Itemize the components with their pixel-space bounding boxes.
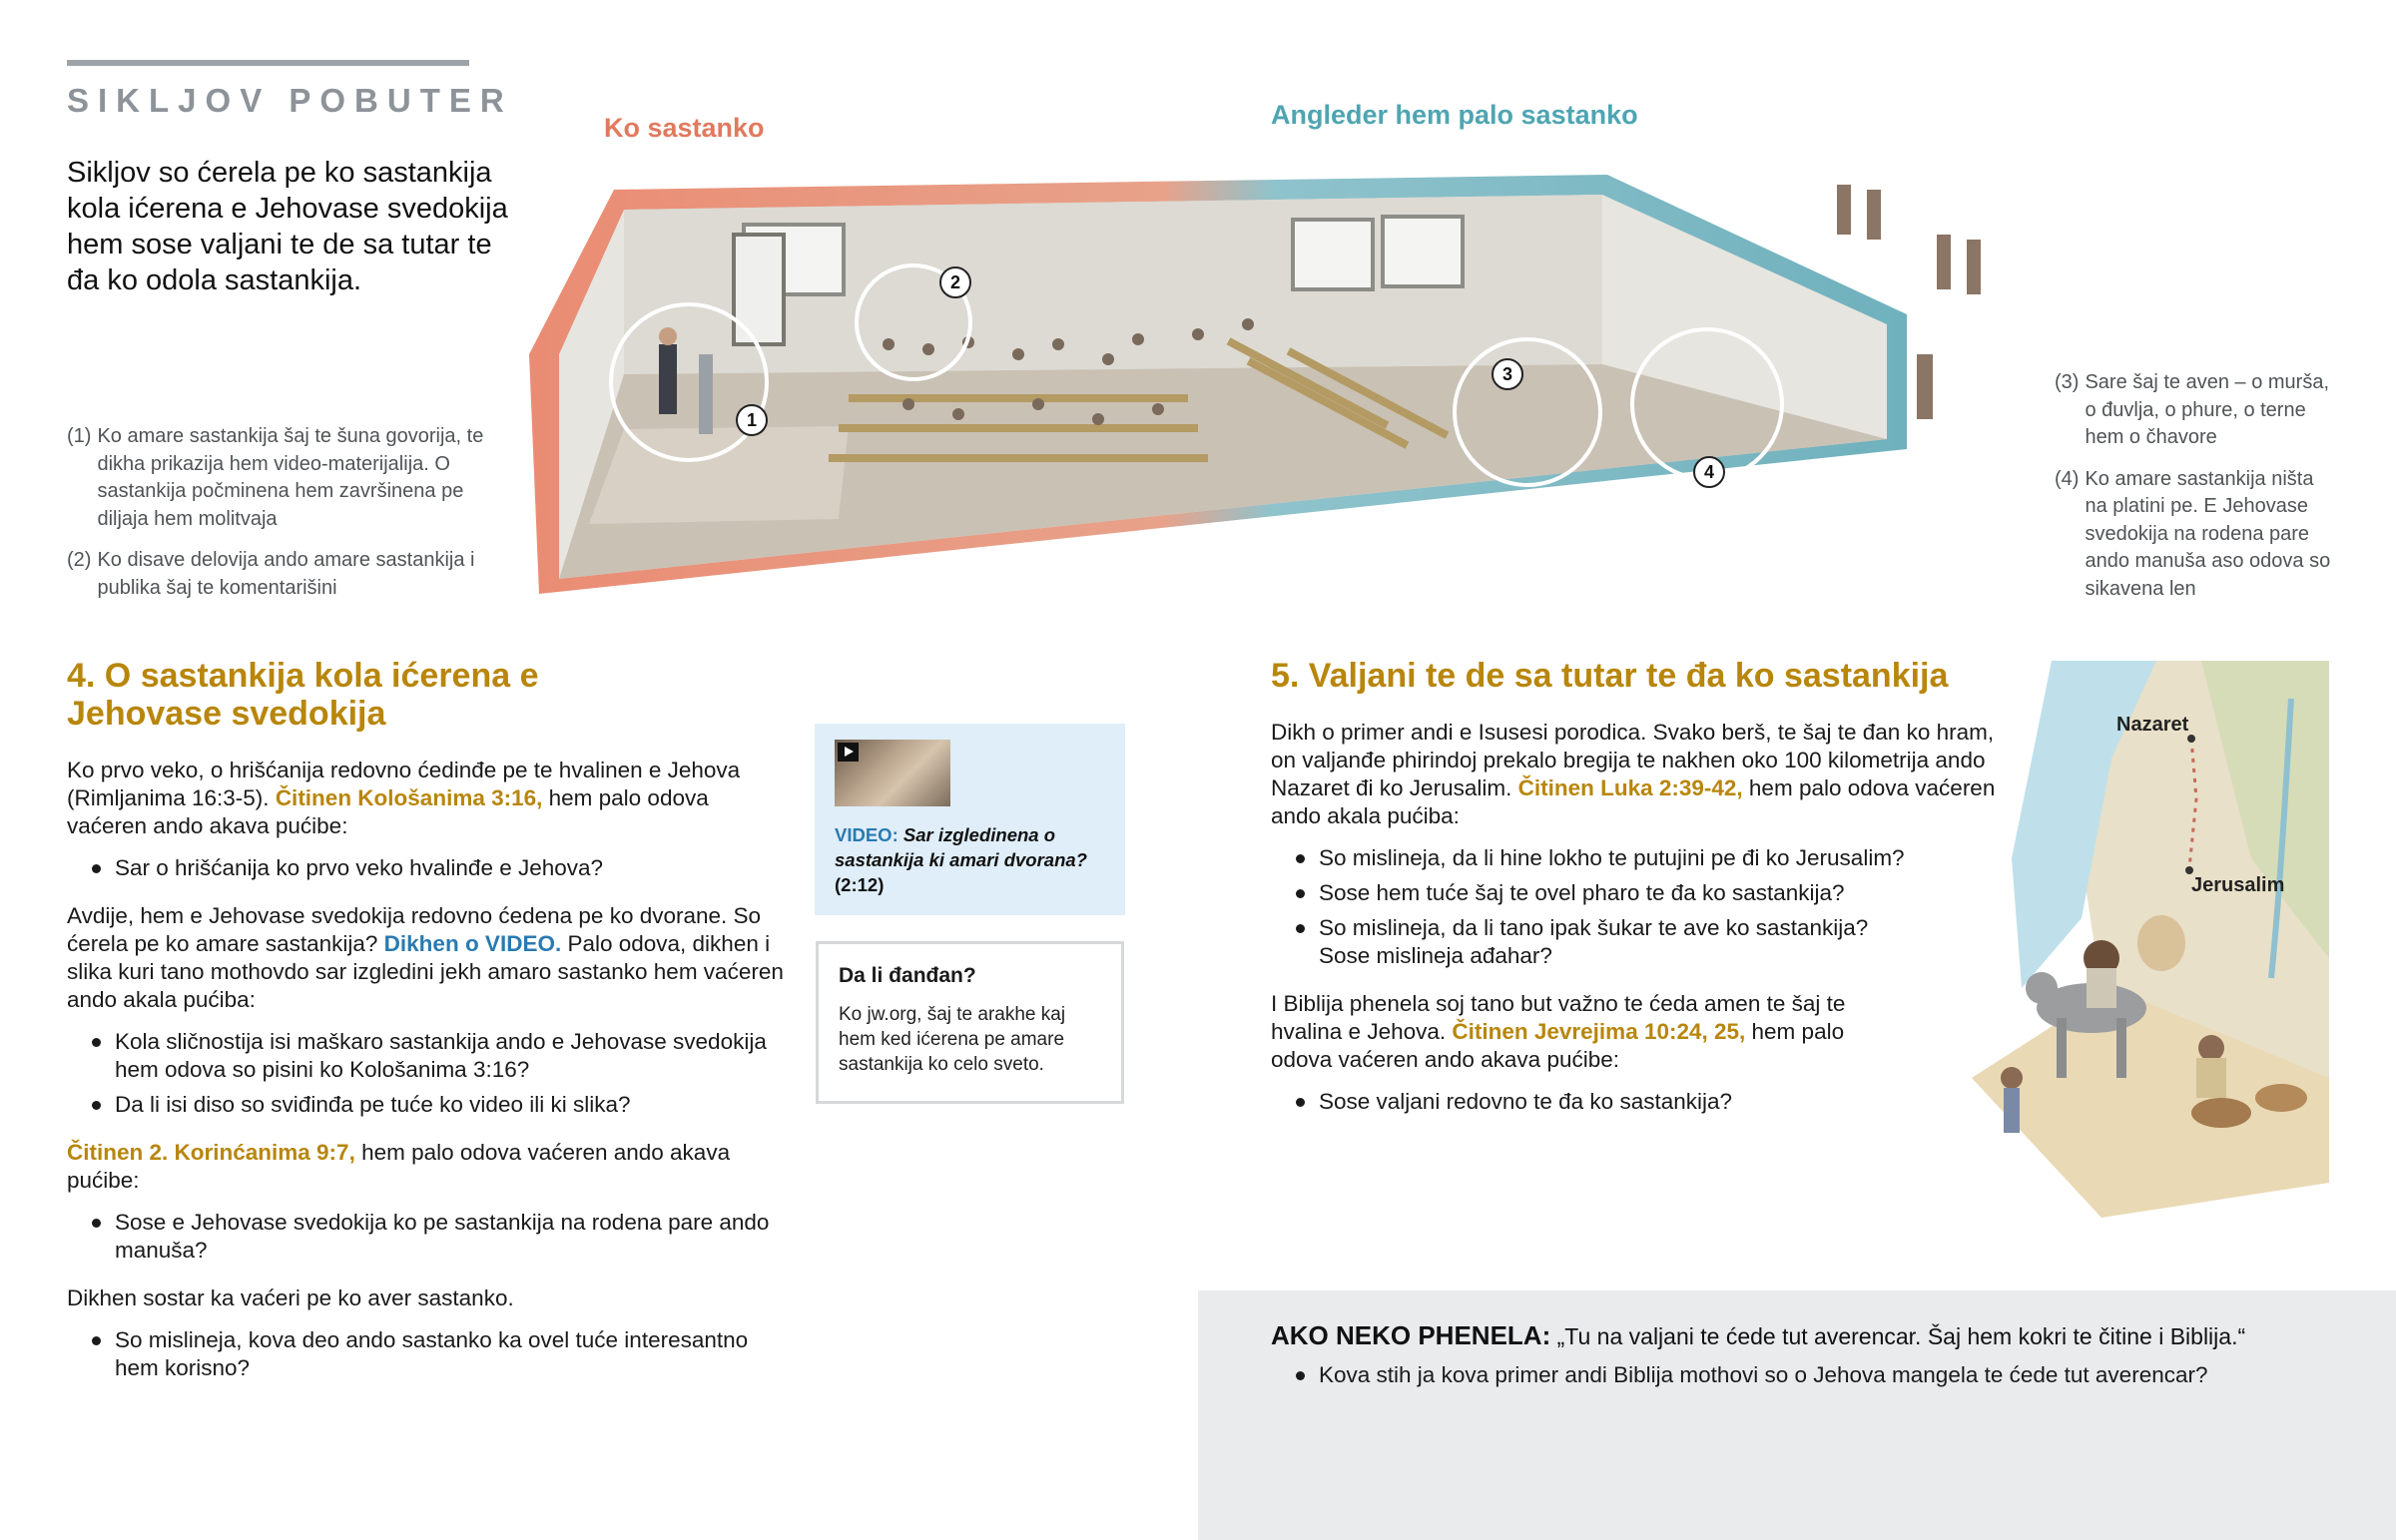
video-thumbnail[interactable] [835, 740, 950, 806]
header-kicker: SIKLJOV POBUTER [67, 82, 513, 119]
s5-p1-scripture-link[interactable]: Čitinen Luka 2:39-42, [1517, 775, 1743, 800]
note-1 [67, 423, 486, 533]
s4-bullets-1 [67, 854, 786, 882]
objection-body [1271, 1361, 2369, 1409]
jerusalim-dot [2185, 866, 2193, 874]
s4-question: Sar o hrišćanija ko prvo veko hvalinđe e Jehova? [67, 854, 786, 882]
video-title: Sar izgledinena o sastankija ki amari dvorana? [835, 824, 1087, 870]
note-2-num: (2) [67, 549, 92, 571]
section-4-title: 4. O sastankija kola ićerena e Jehovase svedokija [67, 657, 539, 733]
note-3-text: Sare šaj te aven – o murša, o đuvlja, o phure, o terne hem o čhavore [2085, 371, 2330, 448]
s5-bullets-1 [1271, 844, 2010, 970]
s4-question: Kola sličnostija isi maškaro sastankija ando e Jehovase svedokija hem odova so pisini ko Kološanima 3:16? [67, 1028, 786, 1084]
marker-2-label: 2 [949, 272, 961, 292]
objection-heading [1271, 1317, 2245, 1354]
s5-paragraph-2 [1271, 990, 1890, 1074]
label-ko-sastanko: Ko sastanko [604, 113, 765, 143]
s4-p1-text: Ko prvo veko, o hrišćanija redovno ćedinđe pe te hvalinen e Jehova (Rimljanima 16:3-5). [67, 758, 741, 810]
map-label-nazaret: Nazaret [2116, 714, 2189, 736]
note-4-num: (4) [2055, 467, 2080, 490]
s5-p2-text: I Biblija phenela soj tano but važno te ćeda amen te šaj te hvalina e Jehova. [1271, 991, 1846, 1044]
s4-paragraph-4: Dikhen sostar ka vaćeri pe ko aver sastanko. [67, 1285, 514, 1310]
map-label-jerusalim: Jerusalim [2191, 874, 2285, 896]
note-2 [67, 547, 486, 602]
note-3 [2055, 369, 2334, 452]
marker-1-label: 1 [746, 410, 758, 430]
did-you-know-title: Da li đanđan? [839, 964, 976, 987]
section-4-body [67, 757, 786, 1402]
s4-paragraph-3 [67, 1139, 786, 1195]
s5-question: Sose hem tuće šaj te ovel pharo te đa ko sastankija? [1271, 879, 2010, 907]
note-4-text: Ko amare sastankija ništa na platini pe. E Jehovase svedokija na rodena pare ando manuša aso odova so sikavena len [2085, 467, 2331, 600]
note-4 [2055, 466, 2334, 604]
s4-p2-text: Avdije, hem e Jehovase svedokija redovno ćedena pe ko dvorane. So ćerela pe ko amare sastankija? [67, 903, 762, 956]
did-you-know-box [816, 941, 1124, 1104]
did-you-know-text: Ko jw.org, šaj te arakhe kaj hem ked ićerena pe amare sastankija ko celo sveto. [839, 1004, 1066, 1075]
video-link[interactable]: Dikhen o VIDEO. [383, 931, 562, 956]
objection-bullets [1271, 1361, 2369, 1389]
s4-p3-scripture-link[interactable]: Čitinen 2. Korinćanima 9:7, [67, 1140, 355, 1165]
video-caption [835, 822, 1105, 897]
video-box[interactable] [815, 724, 1125, 915]
s4-p2-text-after: Palo odova, dikhen i slika kuri tano mothovdo sar izgledini jekh amaro sastanko hem vaćeren ando akala pućiba: [67, 931, 784, 1012]
s4-bullets-4 [67, 1326, 786, 1382]
s4-paragraph-1 [67, 757, 786, 840]
s4-p1-text-after: hem palo odova vaćeren ando akava pućibe: [67, 785, 709, 838]
objection-lead: AKO NEKO PHENELA: [1271, 1320, 1551, 1350]
play-icon[interactable] [838, 743, 859, 762]
s4-bullets-3 [67, 1209, 786, 1265]
objection-question: Kova stih ja kova primer andi Biblija mothovi so o Jehova mangela te ćede tut averencar? [1271, 1361, 2369, 1389]
section-5-title: 5. Valjani te de sa tutar te đa ko sastankija [1271, 657, 1949, 695]
notes-right [2055, 369, 2334, 617]
s5-paragraph-1 [1271, 719, 2010, 830]
objection-quote: „Tu na valjani te ćede tut averencar. Šaj hem kokri te čitine i Biblija.“ [1550, 1323, 2246, 1349]
label-angleder: Angleder hem palo sastanko [1271, 100, 1638, 130]
note-1-num: (1) [67, 425, 92, 447]
s4-p3-text-after: hem palo odova vaćeren ando akava pućibe: [67, 1140, 731, 1193]
note-2-text: Ko disave delovija ando amare sastankija i publika šaj te komentarišini [97, 549, 475, 599]
nazaret-dot [2187, 735, 2195, 743]
header-rule [67, 60, 469, 66]
kingdom-hall-illustration [519, 165, 2047, 604]
s5-question: So mislineja, da li hine lokho te putujini pe đi ko Jerusalim? [1271, 844, 2010, 872]
s5-p2-text-after: hem palo odova vaćeren ando akava pućibe: [1271, 1019, 1845, 1072]
section-5-body [1271, 719, 2010, 1136]
s5-p1-text-after: hem palo odova vaćeren ando akala pućiba: [1271, 775, 1996, 828]
s4-bullets-2 [67, 1028, 786, 1119]
s5-p1-text: Dikh o primer andi e Isusesi porodica. Svako berš, te šaj te đan ko hram, on valjanđe phirindoj prekalo bregija te nakhen oko 100 kilometrija ando Nazaret đi ko Jerusalim. [1271, 720, 1995, 800]
s5-p2-scripture-link[interactable]: Čitinen Jevrejima 10:24, 25, [1452, 1019, 1746, 1044]
note-1-text: Ko amare sastankija šaj te šuna govorija, te dikha prikazija hem video-materijalija. O sastankija počminena hem završinena pe diljaja hem molitvaja [97, 425, 484, 530]
marker-4-label: 4 [1703, 462, 1715, 482]
s4-p1-scripture-link[interactable]: Čitinen Kološanima 3:16, [275, 785, 543, 810]
s5-question: Sose valjani redovno te đa ko sastankija? [1271, 1088, 2010, 1116]
note-3-num: (3) [2055, 371, 2080, 393]
intro-text: Sikljov so ćerela pe ko sastankija kola ićerena e Jehovase svedokija hem sose valjani te de sa tutar te đa ko odola sastankija. [67, 157, 508, 296]
video-label: VIDEO: [835, 824, 898, 845]
notes-left [67, 423, 486, 616]
marker-3-label: 3 [1501, 364, 1513, 384]
s4-question: Sose e Jehovase svedokija ko pe sastankija na rodena pare ando manuša? [67, 1209, 786, 1265]
video-duration: (2:12) [835, 874, 885, 895]
s4-question: So mislineja, kova deo ando sastanko ka ovel tuće interesantno hem korisno? [67, 1326, 786, 1382]
s5-question: So mislineja, da li tano ipak šukar te ave ko sastankija? Sose mislineja ađahar? [1271, 914, 1910, 970]
s5-bullets-2 [1271, 1088, 2010, 1116]
journey-map [1952, 659, 2331, 1238]
s4-question: Da li isi diso so sviđinđa pe tuće ko video ili ki slika? [67, 1091, 786, 1119]
s4-paragraph-2 [67, 902, 786, 1014]
